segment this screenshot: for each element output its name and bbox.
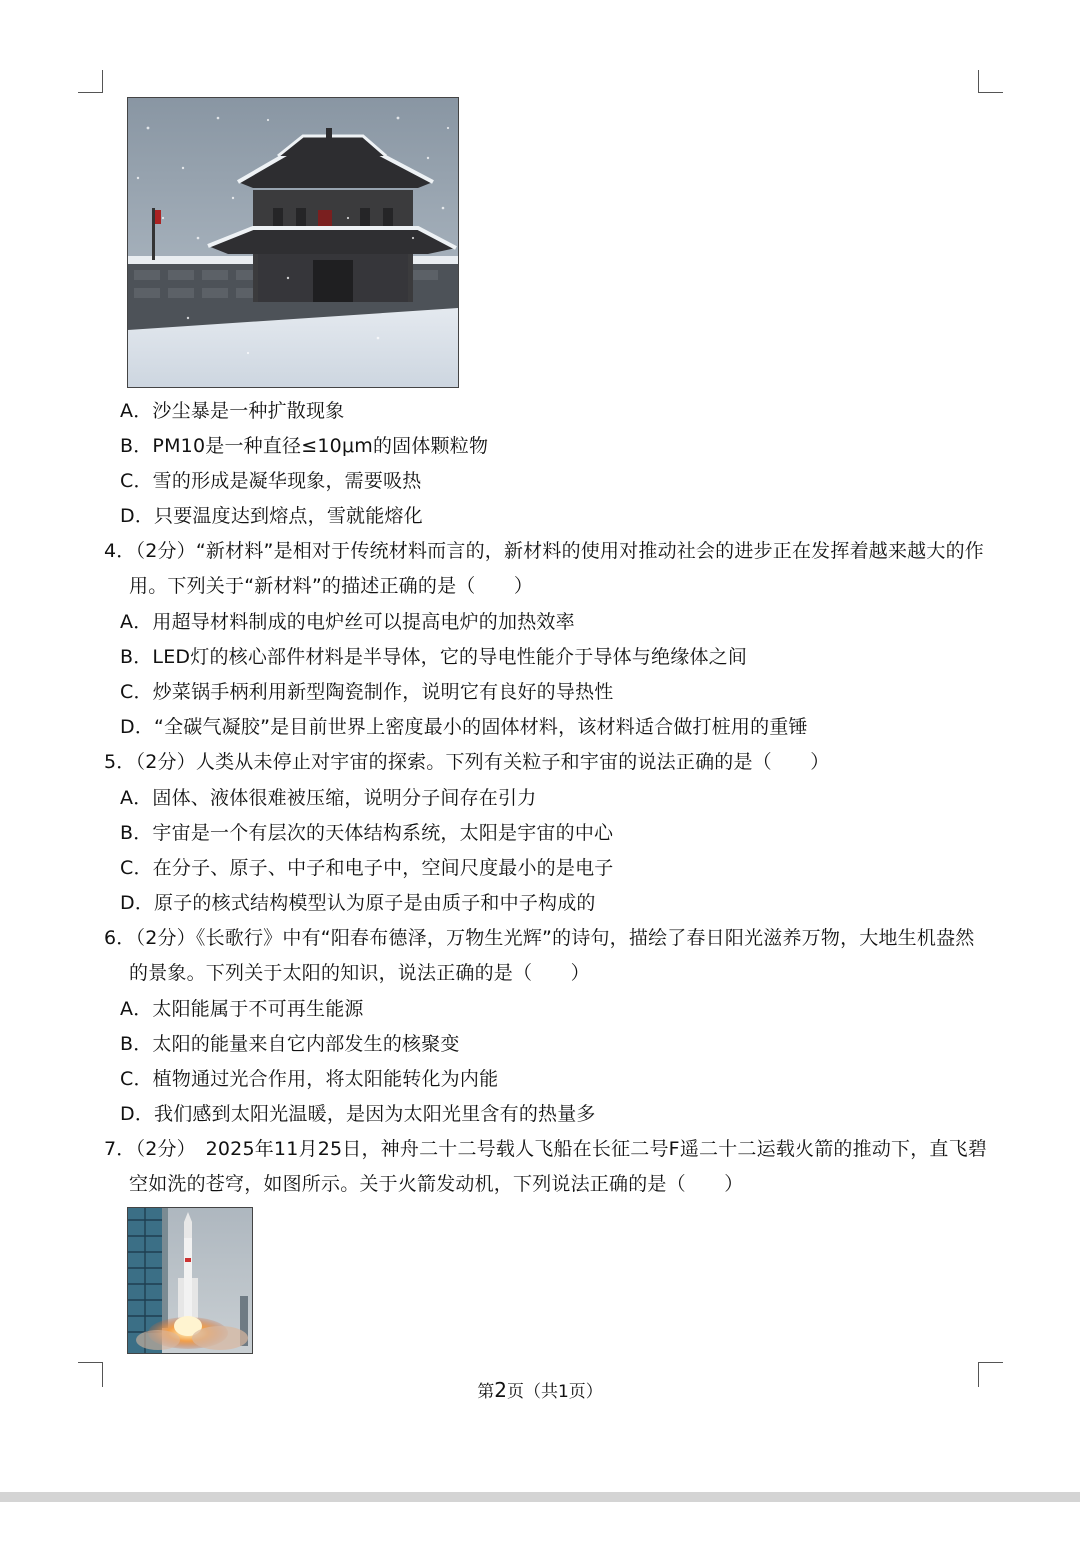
rocket-launch-photo	[127, 1207, 253, 1354]
footer-suffix: 页（共1页）	[506, 1382, 603, 1402]
q7-stem-line1: 7．（2分） 2025年11月25日，神舟二十二号载人飞船在长征二号F遥二十二运载火箭的推动下，直飞碧	[104, 1138, 988, 1160]
q4-option-c: C．炒菜锅手柄利用新型陶瓷制作，说明它有良好的导热性	[120, 681, 614, 703]
q5-option-d: D．原子的核式结构模型认为原子是由质子和中子构成的	[120, 892, 596, 914]
q6-option-c: C．植物通过光合作用，将太阳能转化为内能	[120, 1068, 499, 1090]
q5-option-a: A．固体、液体很难被压缩，说明分子间存在引力	[120, 787, 537, 809]
q3-option-d: D．只要温度达到熔点，雪就能熔化	[120, 505, 423, 527]
q4-option-a: A．用超导材料制成的电炉丝可以提高电炉的加热效率	[120, 611, 575, 633]
q4-stem-line2: 用。下列关于“新材料”的描述正确的是（ ）	[129, 575, 534, 597]
q4-option-d: D．“全碳气凝胶”是目前世界上密度最小的固体材料，该材料适合做打桩用的重锤	[120, 716, 808, 738]
snowy-tower-photo	[127, 97, 459, 388]
q3-option-c: C．雪的形成是凝华现象，需要吸热	[120, 470, 422, 492]
crop-mark-top-left	[78, 70, 103, 93]
q6-option-d: D．我们感到太阳光温暖，是因为太阳光里含有的热量多	[120, 1103, 596, 1125]
footer-page-number: 2	[494, 1378, 507, 1402]
q7-stem-line2: 空如洗的苍穹，如图所示。关于火箭发动机，下列说法正确的是（ ）	[129, 1173, 744, 1195]
q6-stem-line1: 6．（2分）《长歌行》中有“阳春布德泽，万物生光辉”的诗句，描绘了春日阳光滋养万物，大地生机盎然	[104, 927, 975, 949]
q4-option-b: B．LED灯的核心部件材料是半导体，它的导电性能介于导体与绝缘体之间	[120, 646, 748, 668]
footer-prefix: 第	[477, 1382, 495, 1402]
page-footer	[0, 1378, 1080, 1404]
q5-stem: 5．（2分）人类从未停止对宇宙的探索。下列有关粒子和宇宙的说法正确的是（ ）	[104, 751, 830, 773]
q6-option-b: B．太阳的能量来自它内部发生的核聚变	[120, 1033, 460, 1055]
q6-option-a: A．太阳能属于不可再生能源	[120, 998, 364, 1020]
q5-option-c: C．在分子、原子、中子和电子中，空间尺度最小的是电子	[120, 857, 614, 879]
crop-mark-top-right	[978, 70, 1003, 93]
viewer-bottom-bar	[0, 1492, 1080, 1502]
q4-stem-line1: 4．（2分）“新材料”是相对于传统材料而言的，新材料的使用对推动社会的进步正在发挥着越来越大的作	[104, 540, 984, 562]
q5-option-b: B．宇宙是一个有层次的天体结构系统，太阳是宇宙的中心	[120, 822, 614, 844]
q3-option-b: B．PM10是一种直径≤10μm的固体颗粒物	[120, 435, 489, 457]
q6-stem-line2: 的景象。下列关于太阳的知识，说法正确的是（ ）	[129, 962, 590, 984]
q3-option-a: A．沙尘暴是一种扩散现象	[120, 400, 345, 422]
